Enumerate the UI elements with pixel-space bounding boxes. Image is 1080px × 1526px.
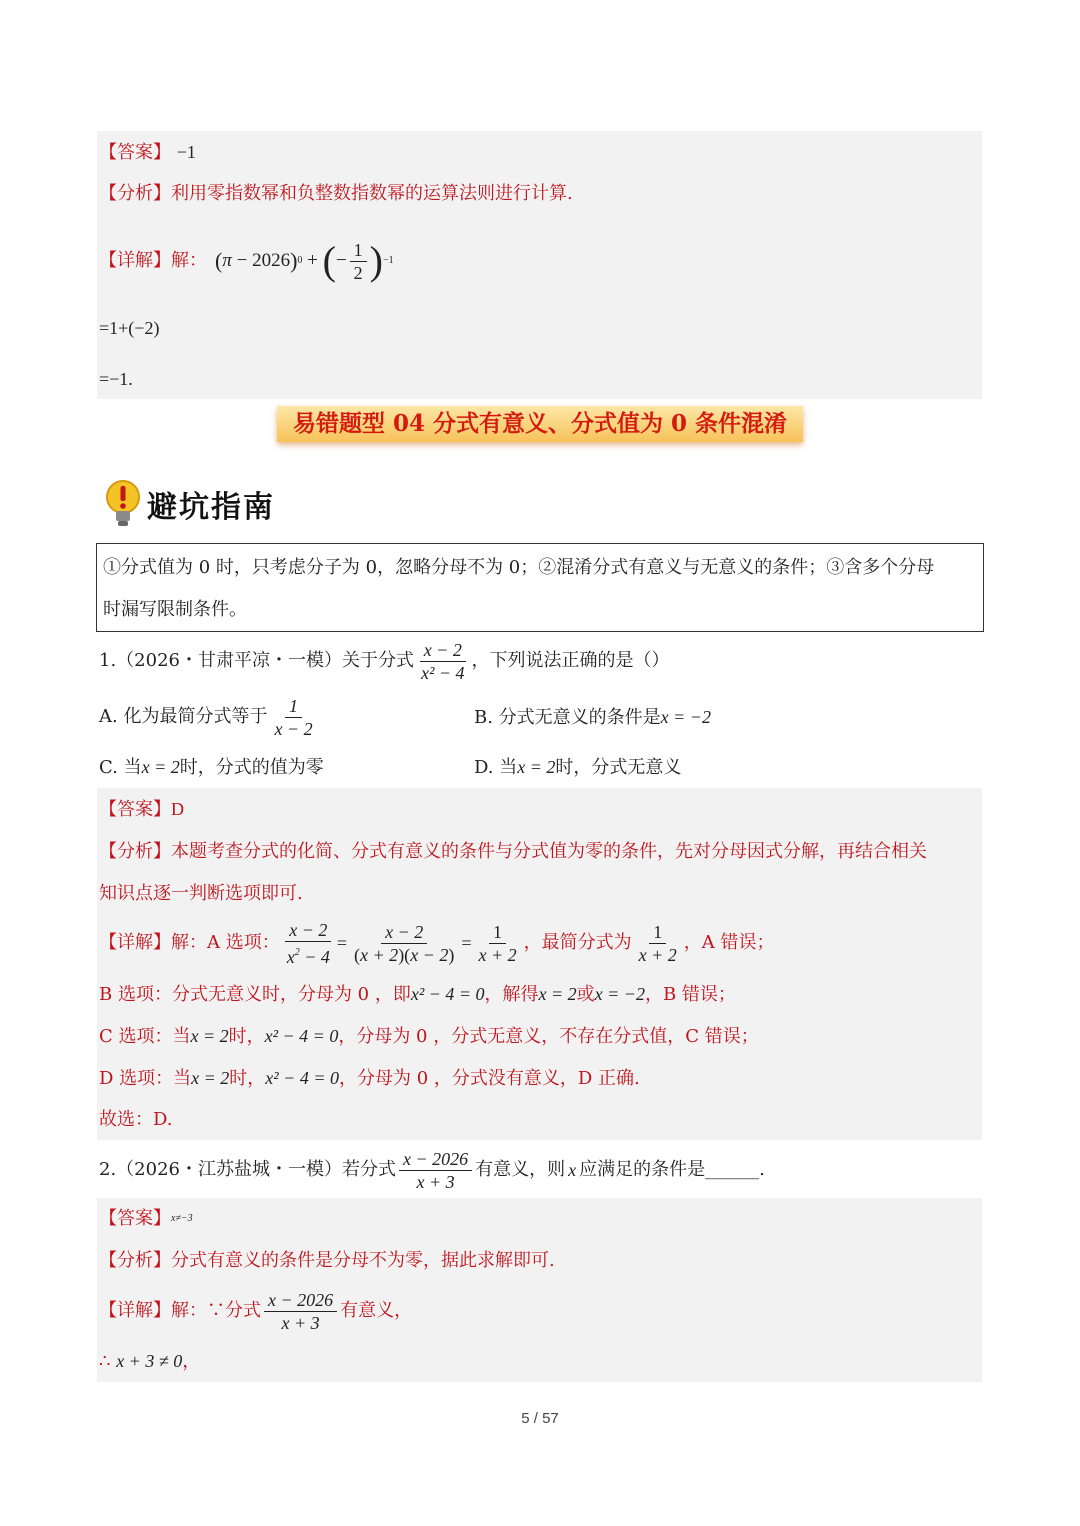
q2-analysis-line: [99, 1249, 555, 1273]
q2-fraction: [399, 1148, 472, 1193]
answer-value: −1: [176, 142, 196, 162]
q2-answer-value: x≠−3: [171, 1213, 193, 1224]
q2-stem-end: 应满足的条件是______.: [579, 1159, 765, 1180]
q1-detail-line: [99, 918, 775, 968]
lightbulb-icon: [103, 479, 143, 529]
q1-answer-label: 【答案】: [99, 799, 171, 820]
q1-stem-suffix: ，下列说法正确的是（）: [471, 650, 670, 671]
q1-option-a-fraction: [270, 695, 316, 740]
q1-option-c-suffix: 时，分式的值为零: [179, 757, 324, 778]
q1-analysis-text-1: 本题考查分式的化简、分式有意义的条件与分式值为零的条件，先对分母因式分解，再结合相关: [171, 841, 927, 862]
q1-option-a-text: A. 化为最简分式等于: [99, 706, 268, 727]
q1-line-d-math2: x² − 4 = 0: [265, 1068, 339, 1088]
q1-line-b-math2: x = 2: [538, 984, 577, 1004]
q1-detail-expression: $\frac{x - 2}{x^2 - 4}$ = $\frac{x - 2}{(x + 2)(x - 2)}$ = $\frac{1}{x + 2}$: [286, 919, 517, 967]
q1-option-d: [474, 755, 681, 780]
q2-analysis-text: 分式有意义的条件是分母不为零，据此求解即可.: [171, 1250, 555, 1271]
prev-step1: =1+(−2): [99, 318, 160, 338]
guide-title-text: 避坑指南: [147, 490, 275, 525]
analysis-label: 【分析】: [99, 183, 171, 204]
q1-analysis-line-2: 知识点逐一判断选项即可.: [99, 883, 303, 904]
q2-answer-line: [99, 1207, 193, 1231]
q1-choose: 故选：D.: [99, 1109, 173, 1130]
q2-stem-prefix: 2.（2026・江苏盐城・一模）若分式: [99, 1159, 396, 1180]
therefore-symbol: ∴: [99, 1351, 111, 1372]
q1-option-d-math: x = 2: [517, 757, 556, 777]
q2-therefore-math: x + 3 ≠ 0: [116, 1351, 183, 1371]
q1-line-c-math2: x² − 4 = 0: [264, 1026, 339, 1046]
prev-detail-line: [99, 234, 394, 288]
q2-stem: [99, 1145, 765, 1195]
q1-line-b-mid: ，解得: [484, 984, 539, 1005]
q1-fraction-num: x − 2: [420, 639, 466, 662]
q1-option-d-suffix: 时，分式无意义: [555, 757, 682, 778]
q1-detail-label: 【详解】: [99, 932, 171, 953]
tip-box: [96, 543, 984, 632]
prev-step2: =−1.: [99, 369, 133, 389]
q2-therefore-line: [99, 1349, 200, 1374]
q1-line-c-text: C 选项：当: [99, 1026, 191, 1047]
prev-answer-line: [99, 140, 196, 165]
q1-option-c-math: x = 2: [141, 757, 180, 777]
q1-fraction-den: x² − 4: [420, 662, 465, 683]
q2-detail-prefix: 解：∵分式: [171, 1300, 261, 1321]
q1-line-d: [99, 1066, 640, 1091]
q2-answer-label: 【答案】: [99, 1208, 171, 1229]
q1-option-a-num: 1: [285, 695, 302, 718]
guide-title: [103, 478, 275, 530]
detail-expression: ( π − 2026 ) 0 + ( − $\frac{1}{2}$ ) −1: [215, 238, 394, 283]
q2-detail-label: 【详解】: [99, 1300, 171, 1321]
tip-line-1: ①分式值为 0 时，只考虑分子为 0，忽略分母不为 0；②混淆分式有意义与无意义的条件；③含多个分母: [103, 557, 935, 578]
q1-option-a: [99, 693, 320, 741]
q2-detail-fraction: $\frac{x - 2026}{x + 3}$: [264, 1289, 337, 1334]
section-heading: 易错题型 04 分式有意义、分式值为 0 条件混淆: [277, 406, 803, 442]
q2-fraction-num: x − 2026: [399, 1148, 472, 1171]
detail-prefix: 解：: [171, 250, 207, 271]
tip-line-2: 时漏写限制条件。: [103, 599, 247, 620]
q1-option-b-math: x = −2: [660, 707, 711, 727]
q1-line-b-or: 或: [576, 984, 595, 1005]
q1-line-c-end: ，分母为 0 ，分式无意义，不存在分式值，C 错误；: [338, 1026, 759, 1047]
q1-option-a-den: x − 2: [274, 718, 313, 739]
q1-analysis-line-1: [99, 840, 927, 864]
q1-line-d-text: D 选项：当: [99, 1068, 192, 1089]
q1-answer-line: [99, 797, 184, 822]
q1-line-b: [99, 982, 736, 1007]
q2-stem-var: x: [568, 1160, 577, 1180]
q1-option-c-prefix: C. 当: [99, 757, 142, 778]
q1-stem: [99, 637, 670, 685]
q1-line-b-math3: x = −2: [594, 984, 645, 1004]
q1-line-b-text: B 选项：分式无意义时，分母为 0 ，即: [99, 984, 411, 1005]
q1-line-b-end: ，B 错误；: [644, 984, 736, 1005]
q1-option-c: [99, 755, 324, 780]
q1-option-b-text: B. 分式无意义的条件是: [474, 707, 661, 728]
q1-line-c-math: x = 2: [190, 1026, 229, 1046]
page-number: 5 / 57: [521, 1410, 559, 1427]
prev-analysis-line: [99, 182, 573, 206]
q2-detail-line: [99, 1286, 412, 1336]
q2-analysis-label: 【分析】: [99, 1250, 171, 1271]
q1-line-d-mid: 时，: [229, 1068, 266, 1089]
answer-label: 【答案】: [99, 142, 171, 163]
q1-answer-value: D: [171, 799, 184, 819]
q1-fraction: [417, 639, 469, 684]
q1-detail-end: ，A 错误；: [683, 932, 775, 953]
q1-line-c: [99, 1024, 759, 1049]
q1-line-d-end: ，分母为 0 ，分式没有意义，D 正确.: [338, 1068, 640, 1089]
q1-analysis-label: 【分析】: [99, 841, 171, 862]
q2-fraction-den: x + 3: [416, 1171, 455, 1192]
q1-detail-prefix: 解：A 选项：: [171, 932, 280, 953]
q1-line-d-math: x = 2: [191, 1068, 230, 1088]
q1-line-c-mid: 时，: [228, 1026, 265, 1047]
detail-label: 【详解】: [99, 250, 171, 271]
q1-detail-fraction: $\frac{1}{x + 2}$: [638, 921, 677, 965]
q2-stem-suffix: 有意义，则: [475, 1159, 566, 1180]
q1-detail-mid: ，最简分式为: [523, 932, 632, 953]
q1-line-b-math: x² − 4 = 0: [410, 984, 485, 1004]
q1-option-d-prefix: D. 当: [474, 757, 518, 778]
q2-therefore-end: ，: [182, 1351, 201, 1372]
q1-stem-prefix: 1.（2026・甘肃平凉・一模）关于分式: [99, 650, 414, 671]
analysis-text: 利用零指数幂和负整数指数幂的运算法则进行计算.: [171, 183, 573, 204]
q1-option-b: [474, 705, 711, 730]
q2-detail-suffix: 有意义，: [340, 1300, 413, 1321]
